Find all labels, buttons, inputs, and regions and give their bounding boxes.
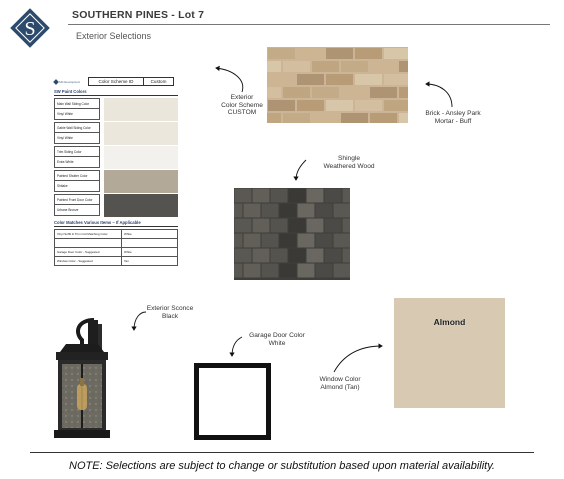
shingle-tab (316, 204, 333, 218)
paint-swatch (104, 194, 178, 217)
brick (384, 100, 408, 111)
shingle-tab (235, 189, 252, 203)
shingle-tab (298, 234, 315, 248)
brick (384, 74, 408, 85)
shingle-tab (271, 189, 288, 203)
arrow-exterior-scheme (216, 68, 243, 92)
brick (267, 61, 281, 72)
shingle-tab (343, 189, 351, 203)
paint-row: Painted Front Door Color (54, 194, 100, 205)
match-item: Window Color - Suggested (55, 257, 122, 266)
shingle-tab (343, 219, 351, 233)
brick (312, 113, 339, 123)
arrow-brick (426, 84, 452, 107)
shingle-tab (325, 219, 342, 233)
brick (341, 87, 368, 98)
brick (399, 87, 408, 98)
header-divider (68, 24, 550, 25)
almond-swatch-label: Almond (433, 317, 466, 327)
shingle-tab (244, 204, 261, 218)
shingle-tab (334, 264, 351, 278)
shingle-tab (235, 249, 252, 263)
shingle-tab (271, 219, 288, 233)
shingle-tab (253, 189, 270, 203)
matches-section-title: Color Matches Various Items – If Applicable (54, 220, 178, 227)
shingle-tab (235, 219, 252, 233)
matches-row (55, 230, 178, 239)
match-value: White (122, 230, 178, 239)
sconce-lantern-image (52, 318, 136, 442)
shingle-tab (343, 249, 351, 263)
brick (312, 61, 339, 72)
paint-groups (54, 98, 178, 216)
brick (326, 48, 353, 59)
paint-row: Trim Siding Color (54, 146, 100, 157)
matches-table (54, 229, 178, 266)
paint-row: Urbane Bronze (54, 205, 100, 216)
shingle-tab (307, 249, 324, 263)
brick (268, 100, 295, 111)
shingle-tab (316, 234, 333, 248)
match-value: Tan (122, 257, 178, 266)
paint-group (54, 146, 178, 168)
arrow-window (334, 346, 382, 372)
brick (283, 87, 310, 98)
shingle-tab (280, 204, 297, 218)
shingle-tab (334, 234, 351, 248)
garage-door-label: Garage Door Color White (249, 332, 305, 347)
match-value (122, 239, 178, 248)
brick (297, 74, 324, 85)
shingle-tab (253, 219, 270, 233)
shingle-tab (234, 234, 243, 248)
shingle-tab (244, 234, 261, 248)
brick (355, 48, 382, 59)
paint-row: Extra White (54, 157, 100, 168)
brick (399, 113, 408, 123)
shingle-tab (234, 264, 243, 278)
brick (268, 74, 295, 85)
sheet-brand: SR Development (54, 80, 88, 84)
brick (355, 100, 382, 111)
shingle-tab (271, 249, 288, 263)
brick (267, 87, 281, 98)
shingle-tab (280, 264, 297, 278)
availability-note: NOTE: Selections are subject to change or substitution based upon material availability. (69, 460, 495, 472)
shingle-tab (307, 189, 324, 203)
shingle-tab (262, 264, 279, 278)
paint-swatch (104, 98, 178, 121)
exterior-scheme-label: Exterior Color Scheme CUSTOM (221, 94, 263, 117)
paint-group (54, 194, 178, 216)
color-scheme-sheet (54, 76, 178, 266)
brick (341, 113, 368, 123)
brick (355, 74, 382, 85)
brick (312, 87, 339, 98)
shingle-tab (280, 234, 297, 248)
brick (283, 113, 310, 123)
brick (370, 87, 397, 98)
brick (267, 113, 281, 123)
paint-group (54, 170, 178, 192)
arrow-garage (232, 337, 242, 356)
shingle-tab (289, 249, 306, 263)
brick-label: Brick - Ansley Park Mortar - Buff (425, 110, 481, 125)
brick (370, 113, 397, 123)
paint-swatch (104, 122, 178, 145)
brick-image (267, 47, 408, 123)
logo-letter: S (24, 18, 36, 40)
brick (399, 61, 408, 72)
match-item (55, 239, 122, 248)
page-subtitle: Exterior Selections (76, 31, 152, 41)
paint-row: Painted Shutter Color (54, 170, 100, 181)
brick (268, 48, 295, 59)
shingle-tab (316, 264, 333, 278)
paint-row: Gable Wall Siding Color (54, 122, 100, 133)
shingle-tab (234, 204, 243, 218)
page-title: SOUTHERN PINES - Lot 7 (72, 9, 205, 21)
shingle-tab (325, 189, 342, 203)
shingle-tab (253, 249, 270, 263)
shingle-tab (307, 219, 324, 233)
window-color-label: Window Color Almond (Tan) (319, 376, 361, 391)
shingle-image (234, 188, 350, 280)
matches-row (55, 248, 178, 257)
brick (297, 48, 324, 59)
match-value: White (122, 248, 178, 257)
sheet-brand-icon (53, 79, 59, 85)
paint-row: Main Wall Siding Color (54, 98, 100, 109)
brick (326, 74, 353, 85)
scheme-id-value: Custom (144, 77, 174, 86)
brick (384, 48, 408, 59)
shingle-tab (244, 264, 261, 278)
note-divider (30, 452, 534, 453)
paint-row: Vinyl White (54, 133, 100, 144)
garage-door-color-swatch (194, 363, 271, 440)
shingle-tab (325, 249, 342, 263)
paint-swatch (104, 170, 178, 193)
sconce-label: Exterior Sconce Black (146, 305, 194, 320)
shingle-tab (262, 234, 279, 248)
window-color-swatch (394, 298, 505, 408)
company-logo (8, 6, 52, 50)
arrow-shingle (296, 160, 306, 180)
paint-row: Vinyl White (54, 109, 100, 120)
match-item: Vinyl Soffit & Trim Coil Matching Color (55, 230, 122, 239)
scheme-id-label: Color Scheme ID (88, 77, 144, 86)
paint-group (54, 98, 178, 120)
matches-row (55, 239, 178, 248)
match-item: Garage Door Color - Suggested (55, 248, 122, 257)
brick (297, 100, 324, 111)
paint-group (54, 122, 178, 144)
brick (341, 61, 368, 72)
shingle-tab (334, 204, 351, 218)
shingle-tab (298, 264, 315, 278)
matches-row (55, 257, 178, 266)
shingle-tab (289, 189, 306, 203)
paint-row: Shitake (54, 181, 100, 192)
shingle-label: Shingle Weathered Wood (323, 155, 375, 170)
shingle-tab (262, 204, 279, 218)
brick (283, 61, 310, 72)
garage-door-color-fill (199, 368, 266, 435)
brick (326, 100, 353, 111)
shingle-tab (289, 219, 306, 233)
paint-swatch (104, 146, 178, 169)
brick (370, 61, 397, 72)
shingle-tab (298, 204, 315, 218)
paint-section-title: SW Paint Colors (54, 89, 178, 96)
